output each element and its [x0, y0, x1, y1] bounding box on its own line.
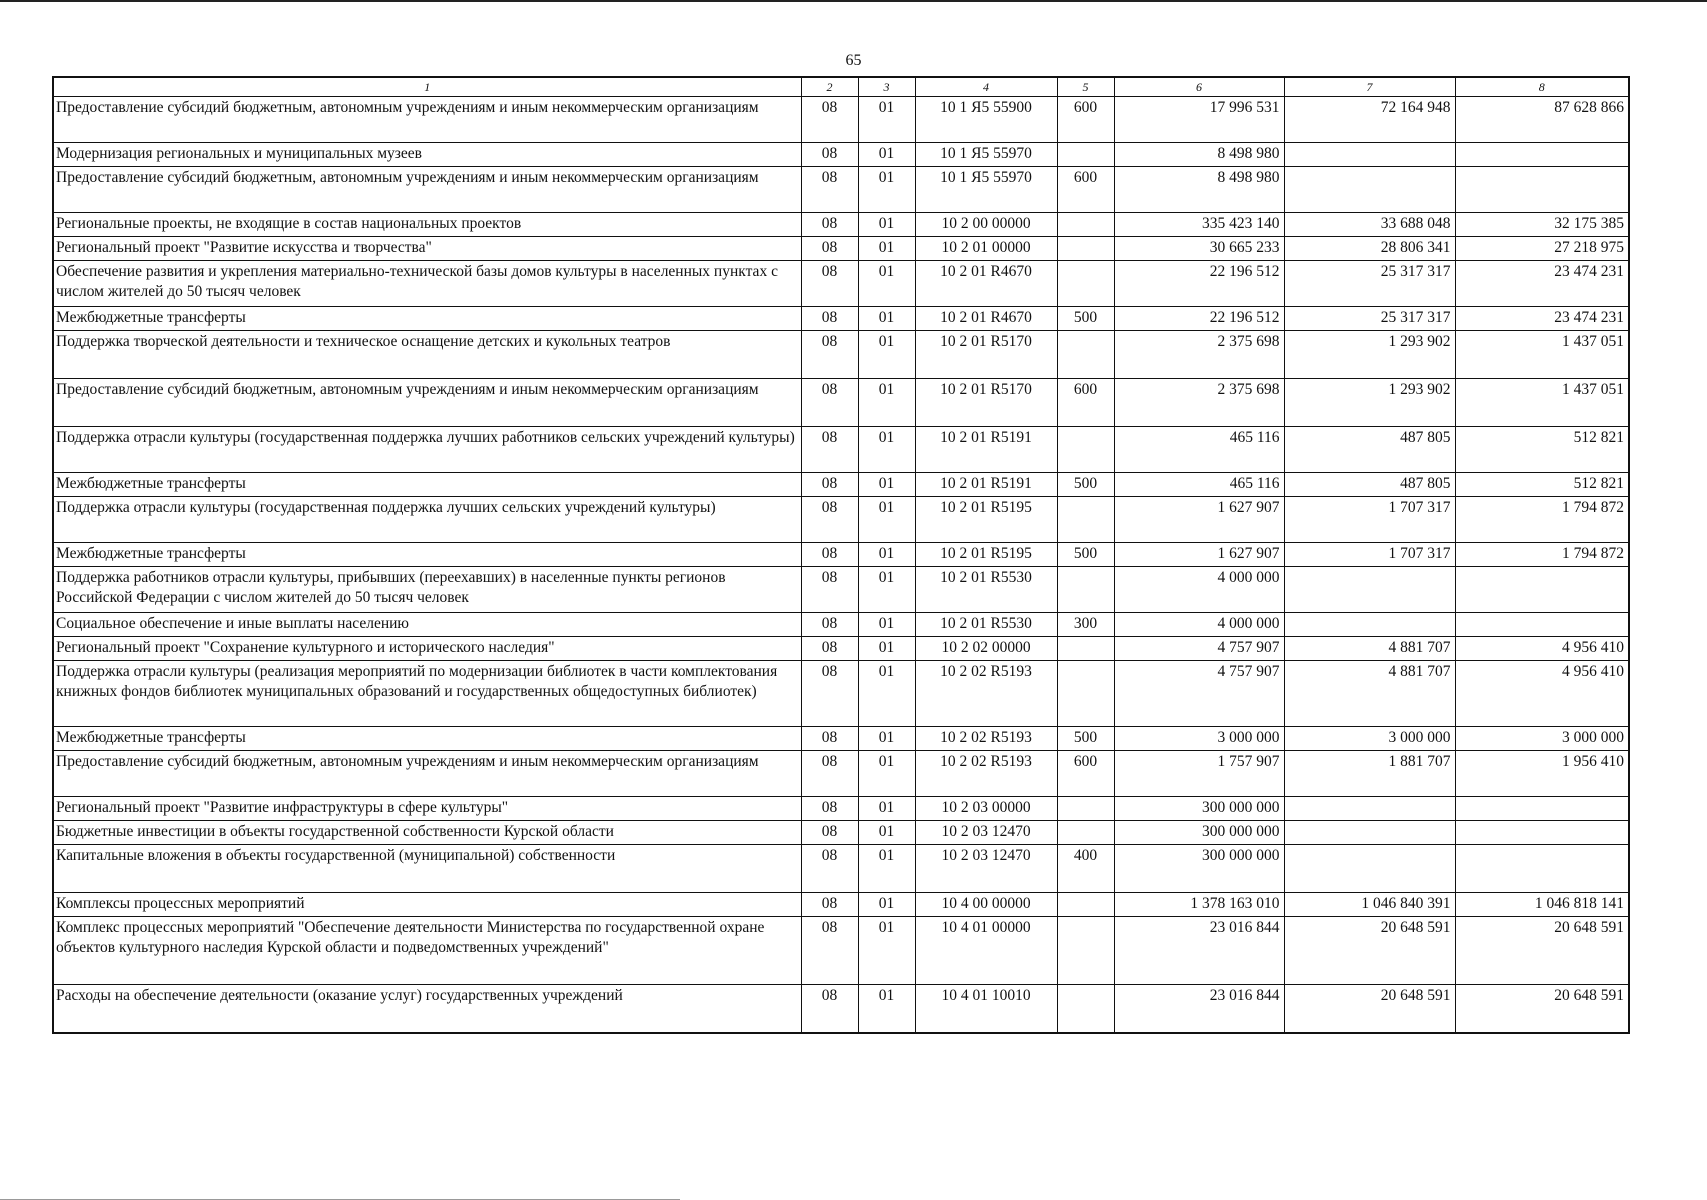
row-name-cell: Капитальные вложения в объекты государственной (муниципальной) собственности [53, 845, 801, 893]
row-subsection-cell: 01 [858, 143, 915, 167]
row-subsection-cell: 01 [858, 727, 915, 751]
row-amount-col6-cell: 1 627 907 [1114, 497, 1284, 543]
header-cell-2: 2 [801, 77, 858, 97]
table-row [53, 727, 1629, 751]
row-target-article-cell: 10 1 Я5 55970 [915, 167, 1057, 213]
row-amount-col8-cell [1455, 797, 1629, 821]
row-section-cell: 08 [801, 237, 858, 261]
row-expense-type-cell [1057, 427, 1114, 473]
table-row [53, 143, 1629, 167]
row-name-cell: Поддержка отрасли культуры (реализация мероприятий по модернизации библиотек в части комплектования книжных фондов библиотек муниципальных образований и государственных общедоступных библиотек) [53, 661, 801, 727]
row-amount-col7-cell: 72 164 948 [1284, 97, 1455, 143]
row-expense-type-cell: 600 [1057, 379, 1114, 427]
table-row [53, 985, 1629, 1033]
row-amount-col6-cell: 1 378 163 010 [1114, 893, 1284, 917]
row-name-cell: Модернизация региональных и муниципальных музеев [53, 143, 801, 167]
row-target-article-cell: 10 4 00 00000 [915, 893, 1057, 917]
row-amount-col7-cell: 1 293 902 [1284, 379, 1455, 427]
row-section-cell: 08 [801, 473, 858, 497]
row-name-cell: Поддержка отрасли культуры (государственная поддержка лучших работников сельских учреждений культуры) [53, 427, 801, 473]
row-amount-col7-cell [1284, 613, 1455, 637]
row-amount-col7-cell: 1 293 902 [1284, 331, 1455, 379]
row-expense-type-cell: 400 [1057, 845, 1114, 893]
row-amount-col6-cell: 300 000 000 [1114, 797, 1284, 821]
table-row [53, 473, 1629, 497]
row-target-article-cell: 10 2 02 R5193 [915, 661, 1057, 727]
row-subsection-cell: 01 [858, 893, 915, 917]
row-section-cell: 08 [801, 167, 858, 213]
row-name-cell: Обеспечение развития и укрепления материально-технической базы домов культуры в населенных пунктах с числом жителей до 50 тысяч человек [53, 261, 801, 307]
row-target-article-cell: 10 2 01 R4670 [915, 307, 1057, 331]
row-expense-type-cell: 500 [1057, 307, 1114, 331]
row-amount-col6-cell: 300 000 000 [1114, 845, 1284, 893]
row-name-cell: Поддержка работников отрасли культуры, прибывших (переехавших) в населенные пункты регионов Российской Федерации с числом жителей до 50 тысяч человек [53, 567, 801, 613]
row-expense-type-cell: 500 [1057, 543, 1114, 567]
row-amount-col7-cell: 20 648 591 [1284, 985, 1455, 1033]
row-amount-col7-cell: 33 688 048 [1284, 213, 1455, 237]
table-row [53, 543, 1629, 567]
row-target-article-cell: 10 2 00 00000 [915, 213, 1057, 237]
header-cell-3: 3 [858, 77, 915, 97]
row-amount-col8-cell: 1 794 872 [1455, 497, 1629, 543]
table-row [53, 261, 1629, 307]
row-section-cell: 08 [801, 567, 858, 613]
row-expense-type-cell: 600 [1057, 167, 1114, 213]
table-row [53, 167, 1629, 213]
row-amount-col6-cell: 22 196 512 [1114, 307, 1284, 331]
header-cell-8: 8 [1455, 77, 1629, 97]
row-target-article-cell: 10 2 03 12470 [915, 821, 1057, 845]
table-row [53, 821, 1629, 845]
row-subsection-cell: 01 [858, 307, 915, 331]
row-amount-col7-cell: 3 000 000 [1284, 727, 1455, 751]
row-amount-col8-cell [1455, 821, 1629, 845]
row-subsection-cell: 01 [858, 497, 915, 543]
row-name-cell: Предоставление субсидий бюджетным, автономным учреждениям и иным некоммерческим организациям [53, 97, 801, 143]
table-row [53, 213, 1629, 237]
row-amount-col8-cell: 23 474 231 [1455, 261, 1629, 307]
row-section-cell: 08 [801, 797, 858, 821]
row-amount-col8-cell: 512 821 [1455, 427, 1629, 473]
row-amount-col6-cell: 23 016 844 [1114, 917, 1284, 985]
row-amount-col7-cell: 1 707 317 [1284, 543, 1455, 567]
row-subsection-cell: 01 [858, 543, 915, 567]
row-name-cell: Поддержка творческой деятельности и техническое оснащение детских и кукольных театров [53, 331, 801, 379]
row-amount-col7-cell [1284, 821, 1455, 845]
header-cell-4: 4 [915, 77, 1057, 97]
row-amount-col8-cell [1455, 613, 1629, 637]
table-row [53, 893, 1629, 917]
row-section-cell: 08 [801, 379, 858, 427]
row-target-article-cell: 10 2 02 R5193 [915, 751, 1057, 797]
row-subsection-cell: 01 [858, 661, 915, 727]
row-target-article-cell: 10 2 03 00000 [915, 797, 1057, 821]
row-amount-col7-cell: 28 806 341 [1284, 237, 1455, 261]
table-row [53, 637, 1629, 661]
row-amount-col6-cell: 1 757 907 [1114, 751, 1284, 797]
row-name-cell: Региональный проект "Развитие инфраструктуры в сфере культуры" [53, 797, 801, 821]
row-amount-col8-cell [1455, 167, 1629, 213]
table-row [53, 331, 1629, 379]
row-target-article-cell: 10 2 01 R4670 [915, 261, 1057, 307]
row-subsection-cell: 01 [858, 917, 915, 985]
row-amount-col6-cell: 335 423 140 [1114, 213, 1284, 237]
table-row [53, 497, 1629, 543]
row-amount-col6-cell: 465 116 [1114, 473, 1284, 497]
row-amount-col8-cell: 1 046 818 141 [1455, 893, 1629, 917]
row-name-cell: Расходы на обеспечение деятельности (оказание услуг) государственных учреждений [53, 985, 801, 1033]
row-amount-col8-cell: 4 956 410 [1455, 637, 1629, 661]
row-amount-col7-cell: 1 046 840 391 [1284, 893, 1455, 917]
row-subsection-cell: 01 [858, 167, 915, 213]
row-target-article-cell: 10 2 02 00000 [915, 637, 1057, 661]
row-amount-col7-cell [1284, 845, 1455, 893]
row-expense-type-cell: 600 [1057, 751, 1114, 797]
row-name-cell: Комплексы процессных мероприятий [53, 893, 801, 917]
row-subsection-cell: 01 [858, 613, 915, 637]
row-expense-type-cell [1057, 661, 1114, 727]
row-target-article-cell: 10 1 Я5 55900 [915, 97, 1057, 143]
row-name-cell: Межбюджетные трансферты [53, 473, 801, 497]
row-expense-type-cell [1057, 893, 1114, 917]
row-target-article-cell: 10 2 02 R5193 [915, 727, 1057, 751]
row-amount-col6-cell: 4 757 907 [1114, 661, 1284, 727]
table-row [53, 797, 1629, 821]
table-row [53, 751, 1629, 797]
row-subsection-cell: 01 [858, 331, 915, 379]
row-amount-col8-cell [1455, 143, 1629, 167]
row-expense-type-cell [1057, 261, 1114, 307]
row-target-article-cell: 10 4 01 00000 [915, 917, 1057, 985]
row-expense-type-cell [1057, 237, 1114, 261]
budget-table [52, 76, 1630, 1034]
row-name-cell: Поддержка отрасли культуры (государственная поддержка лучших сельских учреждений культуры) [53, 497, 801, 543]
table-row [53, 661, 1629, 727]
row-expense-type-cell [1057, 637, 1114, 661]
row-target-article-cell: 10 2 01 R5530 [915, 613, 1057, 637]
row-expense-type-cell [1057, 331, 1114, 379]
row-name-cell: Социальное обеспечение и иные выплаты населению [53, 613, 801, 637]
row-section-cell: 08 [801, 307, 858, 331]
table-row [53, 567, 1629, 613]
row-name-cell: Предоставление субсидий бюджетным, автономным учреждениям и иным некоммерческим организациям [53, 167, 801, 213]
row-section-cell: 08 [801, 845, 858, 893]
table-row [53, 307, 1629, 331]
row-amount-col6-cell: 300 000 000 [1114, 821, 1284, 845]
row-subsection-cell: 01 [858, 821, 915, 845]
row-amount-col6-cell: 4 000 000 [1114, 567, 1284, 613]
row-name-cell: Межбюджетные трансферты [53, 543, 801, 567]
row-target-article-cell: 10 1 Я5 55970 [915, 143, 1057, 167]
row-amount-col7-cell: 20 648 591 [1284, 917, 1455, 985]
table-row [53, 845, 1629, 893]
row-name-cell: Межбюджетные трансферты [53, 307, 801, 331]
row-section-cell: 08 [801, 893, 858, 917]
table-header-row [53, 77, 1629, 97]
row-amount-col8-cell [1455, 845, 1629, 893]
row-section-cell: 08 [801, 821, 858, 845]
row-subsection-cell: 01 [858, 985, 915, 1033]
row-section-cell: 08 [801, 261, 858, 307]
row-amount-col7-cell: 25 317 317 [1284, 307, 1455, 331]
row-amount-col6-cell: 4 757 907 [1114, 637, 1284, 661]
header-cell-6: 6 [1114, 77, 1284, 97]
row-amount-col7-cell: 1 881 707 [1284, 751, 1455, 797]
row-amount-col8-cell: 20 648 591 [1455, 985, 1629, 1033]
row-section-cell: 08 [801, 497, 858, 543]
row-amount-col7-cell [1284, 167, 1455, 213]
row-amount-col8-cell: 1 794 872 [1455, 543, 1629, 567]
page-number: 65 [845, 52, 862, 69]
row-amount-col8-cell: 4 956 410 [1455, 661, 1629, 727]
row-amount-col6-cell: 1 627 907 [1114, 543, 1284, 567]
row-name-cell: Региональные проекты, не входящие в состав национальных проектов [53, 213, 801, 237]
row-section-cell: 08 [801, 917, 858, 985]
row-section-cell: 08 [801, 985, 858, 1033]
row-amount-col6-cell: 2 375 698 [1114, 379, 1284, 427]
row-name-cell: Региональный проект "Развитие искусства и творчества" [53, 237, 801, 261]
row-amount-col6-cell: 2 375 698 [1114, 331, 1284, 379]
row-target-article-cell: 10 2 01 R5195 [915, 543, 1057, 567]
row-target-article-cell: 10 2 01 00000 [915, 237, 1057, 261]
row-target-article-cell: 10 2 01 R5191 [915, 473, 1057, 497]
row-amount-col7-cell: 1 707 317 [1284, 497, 1455, 543]
header-cell-1: 1 [53, 77, 801, 97]
row-section-cell: 08 [801, 613, 858, 637]
row-amount-col8-cell: 512 821 [1455, 473, 1629, 497]
row-target-article-cell: 10 4 01 10010 [915, 985, 1057, 1033]
row-expense-type-cell [1057, 497, 1114, 543]
row-amount-col7-cell: 25 317 317 [1284, 261, 1455, 307]
row-section-cell: 08 [801, 143, 858, 167]
row-amount-col6-cell: 465 116 [1114, 427, 1284, 473]
row-amount-col8-cell: 23 474 231 [1455, 307, 1629, 331]
row-amount-col8-cell: 27 218 975 [1455, 237, 1629, 261]
row-amount-col7-cell [1284, 143, 1455, 167]
row-name-cell: Межбюджетные трансферты [53, 727, 801, 751]
table-row [53, 97, 1629, 143]
row-amount-col6-cell: 22 196 512 [1114, 261, 1284, 307]
row-target-article-cell: 10 2 03 12470 [915, 845, 1057, 893]
row-subsection-cell: 01 [858, 845, 915, 893]
row-amount-col8-cell: 87 628 866 [1455, 97, 1629, 143]
row-amount-col7-cell: 4 881 707 [1284, 661, 1455, 727]
row-amount-col8-cell: 20 648 591 [1455, 917, 1629, 985]
row-amount-col6-cell: 23 016 844 [1114, 985, 1284, 1033]
row-name-cell: Предоставление субсидий бюджетным, автономным учреждениям и иным некоммерческим организациям [53, 751, 801, 797]
row-amount-col7-cell: 487 805 [1284, 473, 1455, 497]
row-expense-type-cell [1057, 797, 1114, 821]
row-amount-col7-cell: 4 881 707 [1284, 637, 1455, 661]
row-target-article-cell: 10 2 01 R5195 [915, 497, 1057, 543]
row-section-cell: 08 [801, 331, 858, 379]
row-expense-type-cell [1057, 917, 1114, 985]
row-target-article-cell: 10 2 01 R5170 [915, 379, 1057, 427]
row-subsection-cell: 01 [858, 637, 915, 661]
row-subsection-cell: 01 [858, 797, 915, 821]
row-amount-col7-cell: 487 805 [1284, 427, 1455, 473]
row-amount-col6-cell: 8 498 980 [1114, 167, 1284, 213]
row-section-cell: 08 [801, 661, 858, 727]
row-section-cell: 08 [801, 427, 858, 473]
row-amount-col8-cell: 1 437 051 [1455, 379, 1629, 427]
row-expense-type-cell: 300 [1057, 613, 1114, 637]
row-target-article-cell: 10 2 01 R5530 [915, 567, 1057, 613]
row-amount-col8-cell [1455, 567, 1629, 613]
row-expense-type-cell [1057, 985, 1114, 1033]
header-cell-5: 5 [1057, 77, 1114, 97]
row-section-cell: 08 [801, 637, 858, 661]
row-subsection-cell: 01 [858, 97, 915, 143]
row-expense-type-cell: 500 [1057, 473, 1114, 497]
table-row [53, 237, 1629, 261]
table-row [53, 613, 1629, 637]
row-amount-col6-cell: 8 498 980 [1114, 143, 1284, 167]
row-name-cell: Региональный проект "Сохранение культурного и исторического наследия" [53, 637, 801, 661]
row-amount-col6-cell: 17 996 531 [1114, 97, 1284, 143]
row-subsection-cell: 01 [858, 237, 915, 261]
row-amount-col6-cell: 3 000 000 [1114, 727, 1284, 751]
table-row [53, 917, 1629, 985]
row-subsection-cell: 01 [858, 379, 915, 427]
header-cell-7: 7 [1284, 77, 1455, 97]
row-section-cell: 08 [801, 727, 858, 751]
row-amount-col6-cell: 4 000 000 [1114, 613, 1284, 637]
row-subsection-cell: 01 [858, 213, 915, 237]
row-expense-type-cell [1057, 821, 1114, 845]
row-name-cell: Предоставление субсидий бюджетным, автономным учреждениям и иным некоммерческим организациям [53, 379, 801, 427]
row-subsection-cell: 01 [858, 261, 915, 307]
row-amount-col8-cell: 1 437 051 [1455, 331, 1629, 379]
row-name-cell: Бюджетные инвестиции в объекты государственной собственности Курской области [53, 821, 801, 845]
row-expense-type-cell: 600 [1057, 97, 1114, 143]
row-expense-type-cell [1057, 213, 1114, 237]
row-expense-type-cell: 500 [1057, 727, 1114, 751]
row-amount-col7-cell [1284, 797, 1455, 821]
row-amount-col8-cell: 32 175 385 [1455, 213, 1629, 237]
row-amount-col8-cell: 3 000 000 [1455, 727, 1629, 751]
row-expense-type-cell [1057, 567, 1114, 613]
row-subsection-cell: 01 [858, 427, 915, 473]
row-amount-col7-cell [1284, 567, 1455, 613]
row-target-article-cell: 10 2 01 R5191 [915, 427, 1057, 473]
row-subsection-cell: 01 [858, 473, 915, 497]
table-row [53, 427, 1629, 473]
row-amount-col6-cell: 30 665 233 [1114, 237, 1284, 261]
row-amount-col8-cell: 1 956 410 [1455, 751, 1629, 797]
row-subsection-cell: 01 [858, 567, 915, 613]
row-section-cell: 08 [801, 213, 858, 237]
row-section-cell: 08 [801, 543, 858, 567]
row-subsection-cell: 01 [858, 751, 915, 797]
row-name-cell: Комплекс процессных мероприятий "Обеспечение деятельности Министерства по государственной охране объектов культурного наследия Курской области и подведомственных учреждений" [53, 917, 801, 985]
row-target-article-cell: 10 2 01 R5170 [915, 331, 1057, 379]
row-section-cell: 08 [801, 751, 858, 797]
row-expense-type-cell [1057, 143, 1114, 167]
row-section-cell: 08 [801, 97, 858, 143]
table-row [53, 379, 1629, 427]
scan-edge-top [0, 0, 1707, 2]
